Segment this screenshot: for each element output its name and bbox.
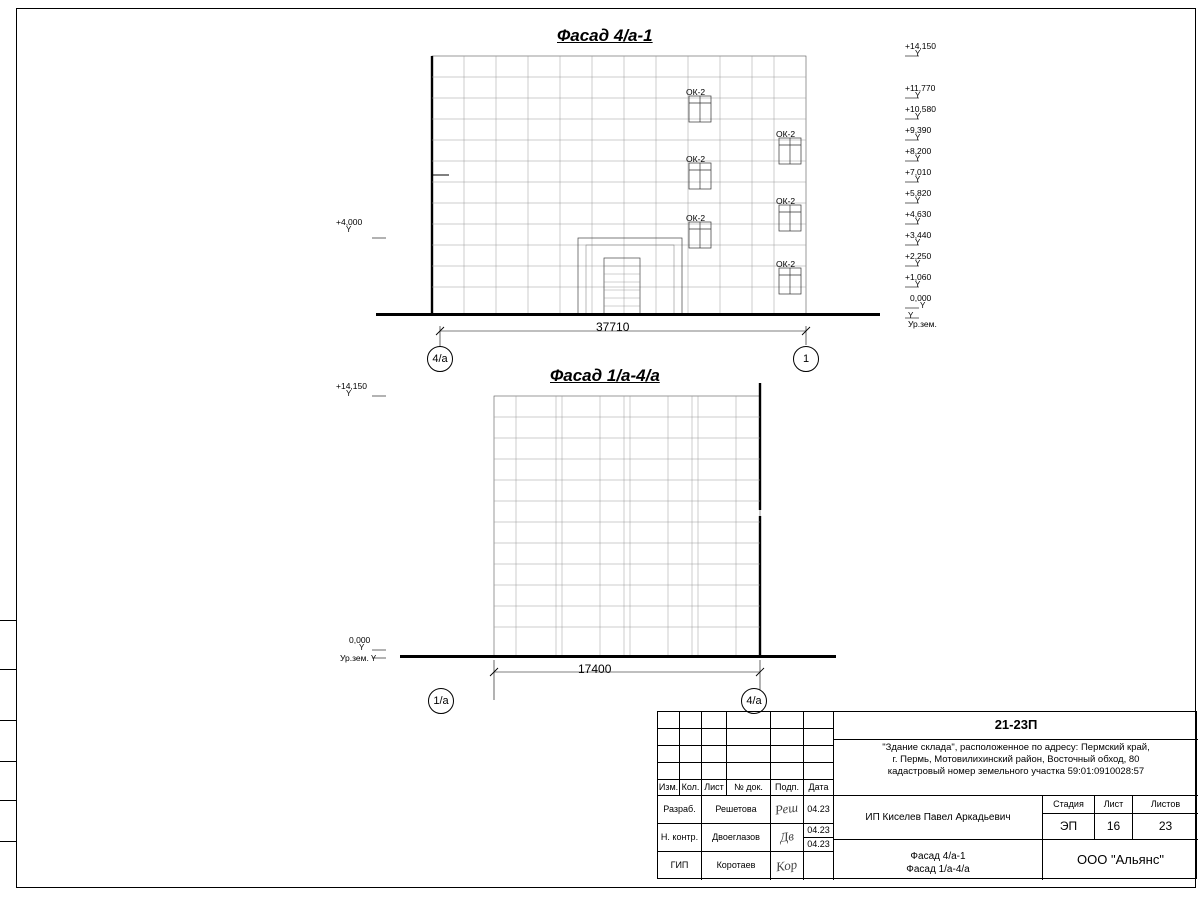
level-label: +7,010 Y bbox=[905, 167, 932, 184]
stamp-date: 04.23 bbox=[804, 796, 834, 824]
window-label: ОК-2 bbox=[686, 87, 706, 97]
stage-value: ЭП bbox=[1043, 814, 1095, 840]
level-label-zero: 0,000 Y bbox=[910, 293, 932, 310]
stamp-header-podp: Подп. bbox=[771, 780, 804, 796]
stage-header: Стадия bbox=[1043, 796, 1095, 814]
rev-cell bbox=[680, 712, 702, 729]
sheet-header: Лист bbox=[1095, 796, 1133, 814]
stamp-header-data: Дата bbox=[804, 780, 834, 796]
left-edge-stub-3 bbox=[0, 800, 16, 842]
ground-level-label: Ур.зем. Y bbox=[340, 653, 377, 663]
stamp-date-empty bbox=[804, 852, 834, 880]
level-label-top: +14,150 Y bbox=[336, 381, 367, 398]
level-label: +8,200 Y bbox=[905, 146, 932, 163]
stamp-header-kol: Кол. bbox=[680, 780, 702, 796]
window-label: ОК-2 bbox=[776, 259, 796, 269]
window-label: ОК-2 bbox=[686, 154, 706, 164]
rev-cell bbox=[680, 763, 702, 780]
rev-cell bbox=[658, 729, 680, 746]
stamp-header-ndok: № док. bbox=[727, 780, 771, 796]
stamp-name: Решетова bbox=[702, 796, 771, 824]
rev-cell bbox=[727, 746, 771, 763]
level-label: +2,250 Y bbox=[905, 251, 932, 268]
stamp-role: Н. контр. bbox=[658, 824, 702, 852]
left-edge-stub-1 bbox=[0, 620, 16, 670]
stamp-signature: Реш bbox=[771, 796, 804, 824]
sheet-name bbox=[834, 840, 1043, 880]
level-label: +10,580 Y bbox=[905, 104, 936, 121]
level-label-left: +4,000 Y bbox=[336, 217, 363, 234]
drawing-code: 21-23П bbox=[834, 712, 1198, 740]
rev-cell bbox=[702, 763, 727, 780]
rev-cell bbox=[771, 712, 804, 729]
rev-cell bbox=[702, 746, 727, 763]
level-label: +5,820 Y bbox=[905, 188, 932, 205]
stamp-header-list: Лист bbox=[702, 780, 727, 796]
organization-name: ООО "Альянс" bbox=[1077, 851, 1164, 867]
rev-cell bbox=[771, 763, 804, 780]
sheet-name-line-2: Фасад 1/а-4/а bbox=[906, 864, 970, 875]
level-label: +11,770 Y bbox=[905, 83, 936, 100]
rev-cell bbox=[658, 712, 680, 729]
sheet-name-line-1: Фасад 4/а-1 bbox=[910, 851, 966, 862]
axis-bubble-left: 1/а bbox=[428, 688, 454, 714]
object-line-2: г. Пермь, Мотовилихинский район, Восточный обход, 80 bbox=[892, 753, 1140, 765]
facade1-title: Фасад 4/а-1 bbox=[557, 26, 653, 45]
ground-level-label: Y Ур.зем. bbox=[908, 311, 937, 330]
rev-cell bbox=[702, 729, 727, 746]
facade2-title: Фасад 1/а-4/а bbox=[550, 366, 660, 385]
rev-cell bbox=[702, 712, 727, 729]
stamp-header-izm: Изм. bbox=[658, 780, 680, 796]
level-label: +14,150 Y bbox=[905, 41, 936, 58]
object-line-3: кадастровый номер земельного участка 59:01:0910028:57 bbox=[887, 765, 1145, 777]
stamp-name: Коротаев bbox=[702, 852, 771, 880]
rev-cell bbox=[658, 763, 680, 780]
window-label: ОК-2 bbox=[776, 129, 796, 139]
rev-cell bbox=[771, 746, 804, 763]
window-label: ОК-2 bbox=[686, 213, 706, 223]
stamp-signature: Дв bbox=[771, 824, 804, 852]
stamp-role: ГИП bbox=[658, 852, 702, 880]
rev-cell bbox=[804, 729, 834, 746]
rev-cell bbox=[727, 712, 771, 729]
customer-name: ИП Киселев Павел Аркадьевич bbox=[834, 796, 1043, 840]
rev-cell bbox=[804, 763, 834, 780]
object-line-1: "Здание склада", расположенное по адресу: Пермский край, bbox=[882, 742, 1150, 753]
sheets-header: Листов bbox=[1133, 796, 1198, 814]
axis-bubble-right: 4/а bbox=[741, 688, 767, 714]
axis-bubble-right: 1 bbox=[793, 346, 819, 372]
level-label: +9,390 Y bbox=[905, 125, 932, 142]
rev-cell bbox=[680, 729, 702, 746]
facade2-overall-dimension: 17400 bbox=[578, 662, 612, 676]
sheet-value: 16 bbox=[1095, 814, 1133, 840]
left-edge-stub-2 bbox=[0, 720, 16, 762]
rev-cell bbox=[680, 746, 702, 763]
stamp-signature: Кор bbox=[771, 852, 804, 880]
stamp-date: 04.23 bbox=[804, 838, 834, 852]
level-label-zero: 0,000 Y bbox=[349, 635, 371, 652]
level-label: +1,060 Y bbox=[905, 272, 932, 289]
title-block bbox=[657, 711, 1197, 879]
sheets-value: 23 bbox=[1133, 814, 1198, 840]
axis-bubble-left: 4/а bbox=[427, 346, 453, 372]
level-label: +3,440 Y bbox=[905, 230, 932, 247]
stamp-date: 04.23 bbox=[804, 824, 834, 838]
stamp-role: Разраб. bbox=[658, 796, 702, 824]
facade1-overall-dimension: 37710 bbox=[596, 320, 630, 334]
level-label: +4,630 Y bbox=[905, 209, 932, 226]
rev-cell bbox=[771, 729, 804, 746]
rev-cell bbox=[727, 729, 771, 746]
rev-cell bbox=[804, 712, 834, 729]
rev-cell bbox=[658, 746, 680, 763]
object-description bbox=[834, 740, 1198, 796]
stamp-name: Двоеглазов bbox=[702, 824, 771, 852]
window-label: ОК-2 bbox=[776, 196, 796, 206]
rev-cell bbox=[804, 746, 834, 763]
rev-cell bbox=[727, 763, 771, 780]
